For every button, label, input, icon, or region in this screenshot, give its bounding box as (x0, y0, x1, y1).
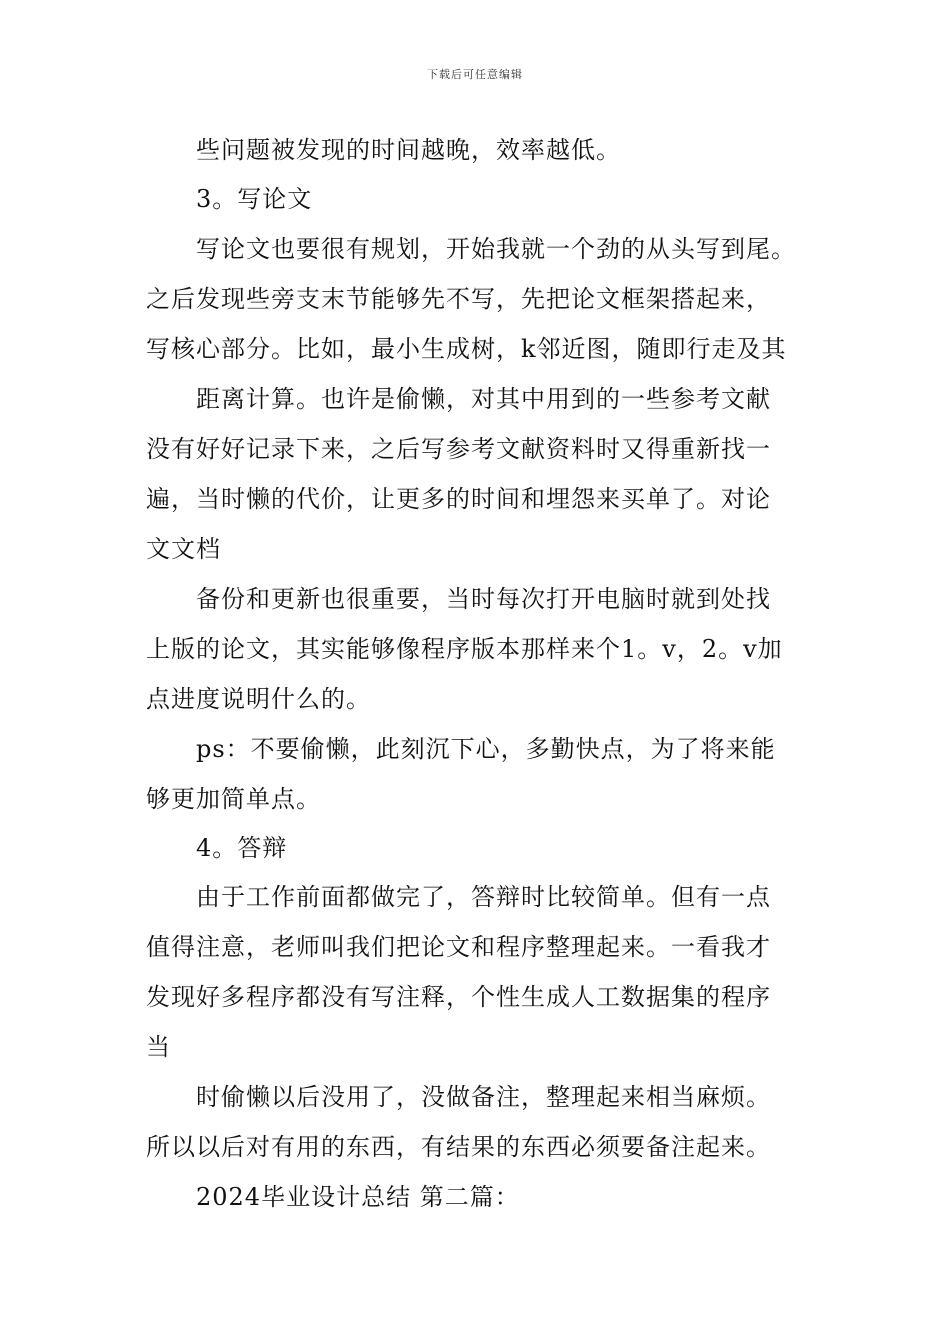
section-heading: 4。答辩 (196, 834, 288, 862)
paragraph-line: 所以以后对有用的东西，有结果的东西必须要备注起来。 (146, 1133, 771, 1161)
paragraph-line: 发现好多程序都没有写注释，个性生成人工数据集的程序 (146, 983, 771, 1011)
section-heading: 2024毕业设计总结 第二篇： (196, 1183, 520, 1211)
section-heading: 3。写论文 (196, 185, 313, 213)
paragraph-line: 当 (146, 1033, 171, 1061)
paragraph-line: 值得注意，老师叫我们把论文和程序整理起来。一看我才 (146, 933, 771, 961)
paragraph-line: 点进度说明什么的。 (146, 685, 371, 713)
paragraph-line: 没有好好记录下来，之后写参考文献资料时又得重新找一 (146, 435, 771, 463)
paragraph-line: 距离计算。也许是偷懒，对其中用到的一些参考文献 (196, 385, 771, 413)
paragraph-line: 之后发现些旁支末节能够先不写，先把论文框架搭起来， (146, 285, 771, 313)
paragraph-line: 备份和更新也很重要，当时每次打开电脑时就到处找 (196, 585, 771, 613)
paragraph-line: 时偷懒以后没用了，没做备注，整理起来相当麻烦。 (196, 1083, 771, 1111)
paragraph-line: 文文档 (146, 535, 221, 563)
paragraph-line: ps：不要偷懒，此刻沉下心，多勤快点，为了将来能 (196, 735, 776, 763)
paragraph-line: 写论文也要很有规划，开始我就一个劲的从头写到尾。 (196, 235, 796, 263)
paragraph-line: 写核心部分。比如，最小生成树，k邻近图，随即行走及其 (146, 335, 787, 363)
page-header: 下载后可任意编辑 (427, 68, 523, 81)
paragraph-line: 由于工作前面都做完了，答辩时比较简单。但有一点 (196, 883, 771, 911)
paragraph-line: 上版的论文，其实能够像程序版本那样来个1。v，2。v加 (146, 635, 783, 663)
paragraph-line: 够更加简单点。 (146, 785, 321, 813)
paragraph-line: 些问题被发现的时间越晚，效率越低。 (196, 136, 621, 164)
paragraph-line: 遍，当时懒的代价，让更多的时间和埋怨来买单了。对论 (146, 485, 771, 513)
